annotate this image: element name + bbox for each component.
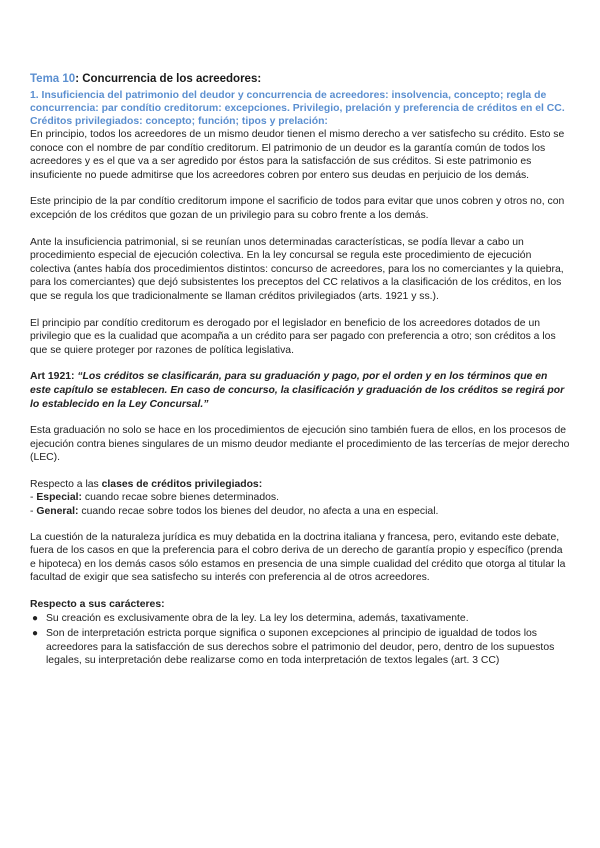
- list-item-especial: [30, 491, 570, 505]
- paragraph-2: Este principio de la par condítio creditorum impone el sacrificio de todos para evitar que unos cobren y otros no, con excepción de los créditos que gozan de un privilegio para su cobro frente a los demás.: [30, 196, 565, 221]
- paragraph-4: El principio par condítio creditorum es derogado por el legislador en beneficio de los acreedores dotados de un privilegio que es la cualidad que acompaña a un crédito para ser pagado con preferencia a otro; son créditos a los que se quiere proteger por razones de política legislativa.: [30, 317, 556, 356]
- bullet-icon: ●: [32, 612, 39, 624]
- clases-list: [30, 491, 570, 518]
- list-item-general: [30, 505, 570, 519]
- list-item: [32, 627, 570, 668]
- paragraph-6: La cuestión de la naturaleza jurídica es muy debatida en la doctrina italiana y francesa, pero, evitando este debate, fuera de los casos en que la preferencia para el cobro deriva de un derecho de garantía propio y específico (prenda e hipoteca) en los demás casos sólo estamos en presencia de una simple cualidad del crédito que otorga al titular la facultad de exigir que sea satisfecho su interés con preferencia al de otros acreedores.: [30, 531, 566, 584]
- especial-text: cuando recae sobre bienes determinados.: [82, 492, 279, 504]
- topic-number: Tema 10: [30, 73, 76, 85]
- dash: -: [30, 506, 37, 518]
- article-label: Art 1921:: [30, 371, 78, 383]
- clases-intro-bold: clases de créditos privilegiados:: [101, 478, 263, 490]
- bullet-text: Su creación es exclusivamente obra de la ley. La ley los determina, además, taxativamente.: [46, 612, 469, 624]
- topic-name: : Concurrencia de los acreedores:: [75, 73, 262, 85]
- list-item: [32, 612, 570, 626]
- article-quote: [30, 370, 570, 411]
- clases-intro-text: Respecto a las: [30, 478, 102, 490]
- dash: -: [30, 492, 37, 504]
- general-label: General:: [36, 506, 79, 518]
- topic-title: [30, 72, 570, 86]
- section-heading: 1. Insuficiencia del patrimonio del deudor y concurrencia de acreedores: insolvencia, concepto; regla de concurrencia: par condítio creditorum: excepciones. Privilegio, prelación y preferencia de créditos en el CC. Créditos privilegiados: concepto; función; tipos y prelación:: [30, 90, 565, 127]
- clases-intro: [30, 478, 570, 492]
- paragraph-5: Esta graduación no solo se hace en los procedimientos de ejecución sino también fuera de ellos, en los procesos de ejecución contra bienes singulares de un mismo deudor mediante el procedimiento de las tercerías de mejor derecho (LEC).: [30, 425, 570, 464]
- article-text: “Los créditos se clasificarán, para su graduación y pago, por el orden y en los términos que en este capítulo se establecen. En caso de concurso, la clasificación y graduación de los créditos se regirá por lo establecido en la Ley Concursal.”: [30, 371, 565, 410]
- paragraph-3: Ante la insuficiencia patrimonial, si se reunían unos determinadas características, se podía llevar a cabo un procedimiento especial de ejecución colectiva. En la ley concursal se regula este procedimiento de ejecución colectiva (antes había dos procedimientos distintos: concurso de acreedores, para los no comerciantes y la quiebra, para los comerciantes) que dejó subsistentes los preceptos del CC relativos a la clasificación de los créditos, en los que se regula los que tradicionalmente se llaman créditos privilegiados (arts. 1921 y ss.).: [30, 236, 564, 302]
- especial-label: Especial:: [36, 492, 82, 504]
- paragraph-1: En principio, todos los acreedores de un mismo deudor tienen el mismo derecho a ver satisfecho su crédito. Esto se conoce con el nombre de par condítio creditorum. El patrimonio de un deudor es la garantía común de todos los acreedores y es el que va a ser agredido por éstos para la satisfacción de sus créditos. Si este patrimonio es insuficiente no puede admitirse que los acreedores cobren por entero sus deudas en perjuicio de los demás.: [30, 129, 565, 181]
- bullet-text: Son de interpretación estricta porque significa o suponen excepciones al principio de igualdad de todos los acreedores para la satisfacción de sus derechos sobre el patrimonio del deudor, pero, dentro de los supuestos legales, su interpretación debe realizarse como en toda interpretación de textos legales (art. 3 CC): [46, 628, 555, 667]
- general-text: cuando recae sobre todos los bienes del deudor, no afecta a una en especial.: [78, 506, 439, 518]
- caracteres-list: [30, 612, 570, 668]
- caracteres-heading: Respecto a sus carácteres:: [30, 599, 165, 611]
- bullet-icon: ●: [32, 628, 39, 640]
